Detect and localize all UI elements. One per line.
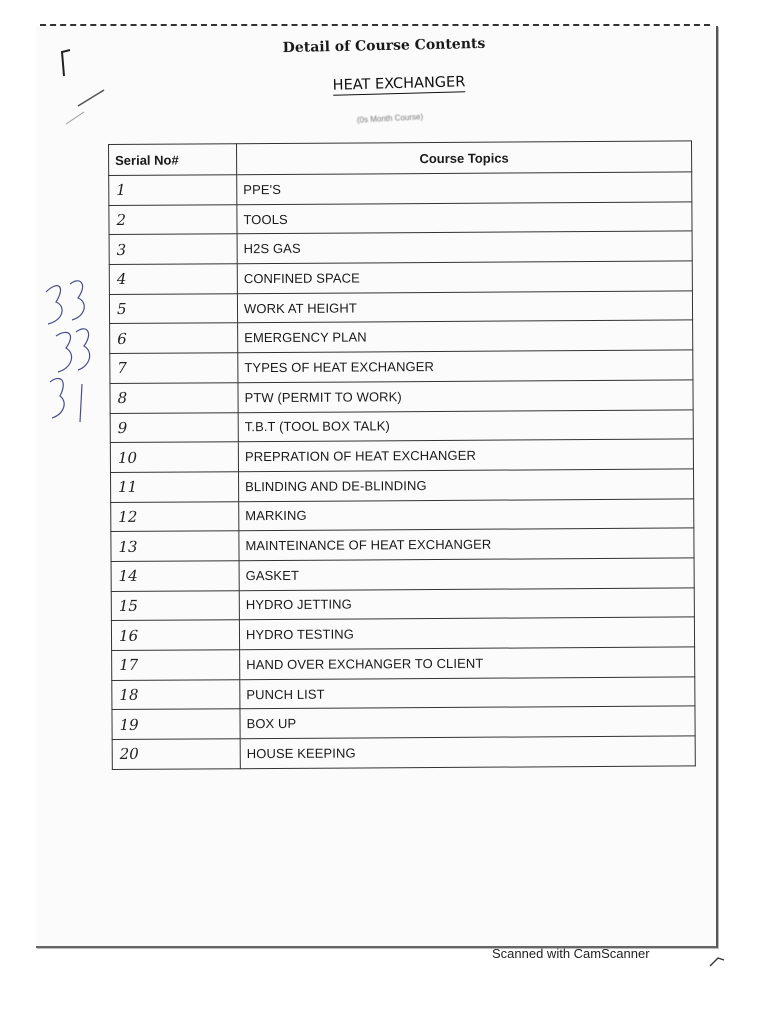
row-course-topic: PTW (PERMIT TO WORK) [238,380,693,412]
row-course-topic: BLINDING AND DE-BLINDING [239,469,694,501]
row-course-topic: HAND OVER EXCHANGER TO CLIENT [240,647,695,679]
row-course-topic: HYDRO JETTING [239,588,694,620]
row-serial-number: 11 [111,472,239,502]
table-row [110,320,693,353]
row-course-topic: HOUSE KEEPING [240,736,695,768]
document-heading: Detail of Course Contents [282,35,486,57]
header-serial-no: Serial No# [109,144,237,176]
table-row [111,558,694,591]
table-row [110,380,693,413]
row-serial-number: 10 [110,442,238,472]
row-course-topic: PPE'S [237,172,692,204]
row-serial-number: 20 [112,739,240,769]
table-row [109,202,692,235]
row-serial-number: 14 [111,561,239,591]
table-row [109,231,692,264]
table-row [110,350,693,383]
row-course-topic: PUNCH LIST [240,677,695,709]
row-course-topic: GASKET [239,558,694,590]
row-serial-number: 9 [110,412,238,442]
row-course-topic: CONFINED SPACE [237,261,692,293]
row-course-topic: T.B.T (TOOL BOX TALK) [238,409,693,441]
document-subtitle: (0s Month Course) [356,112,424,125]
table-row [110,439,693,472]
row-serial-number: 1 [109,175,237,205]
row-course-topic: MAINTEINANCE OF HEAT EXCHANGER [239,528,694,560]
row-serial-number: 19 [112,709,240,739]
handwritten-scribble [36,272,106,432]
row-course-topic: TYPES OF HEAT EXCHANGER [238,350,693,382]
document-title-text: HEAT EXCHANGER [332,74,466,94]
row-serial-number: 8 [110,383,238,413]
table-row [109,172,692,205]
table-row [109,291,692,324]
table-row [111,528,694,561]
row-course-topic: MARKING [239,498,694,530]
row-serial-number: 5 [109,293,237,323]
row-serial-number: 17 [112,650,240,680]
table-row [112,736,695,769]
table-row [109,261,692,294]
row-course-topic: EMERGENCY PLAN [238,320,693,352]
scanner-watermark: Scanned with CamScanner [492,946,650,961]
row-course-topic: HYDRO TESTING [239,617,694,649]
table-body [109,172,696,769]
row-course-topic: TOOLS [237,202,692,234]
table-header-row [109,141,692,176]
row-course-topic: PREPRATION OF HEAT EXCHANGER [238,439,693,471]
row-course-topic: H2S GAS [237,231,692,263]
row-serial-number: 18 [112,679,240,709]
row-serial-number: 15 [111,590,239,620]
row-serial-number: 3 [109,234,237,264]
row-serial-number: 13 [111,531,239,561]
row-serial-number: 7 [110,353,238,383]
table-row [111,617,694,650]
row-course-topic: BOX UP [240,706,695,738]
table-row [112,706,695,739]
corner-pen-mark [708,950,728,970]
table-row [112,647,695,680]
row-serial-number: 2 [109,204,237,234]
table-row [112,677,695,710]
row-serial-number: 12 [111,501,239,531]
header-course-topics: Course Topics [237,141,692,175]
row-serial-number: 6 [110,323,238,353]
table-row [111,469,694,502]
row-serial-number: 16 [111,620,239,650]
course-topics-table [108,140,696,769]
course-table-wrapper [108,140,696,769]
table-row [111,588,694,621]
row-serial-number: 4 [109,264,237,294]
table-row [110,409,693,442]
row-course-topic: WORK AT HEIGHT [237,291,692,323]
table-row [111,498,694,531]
